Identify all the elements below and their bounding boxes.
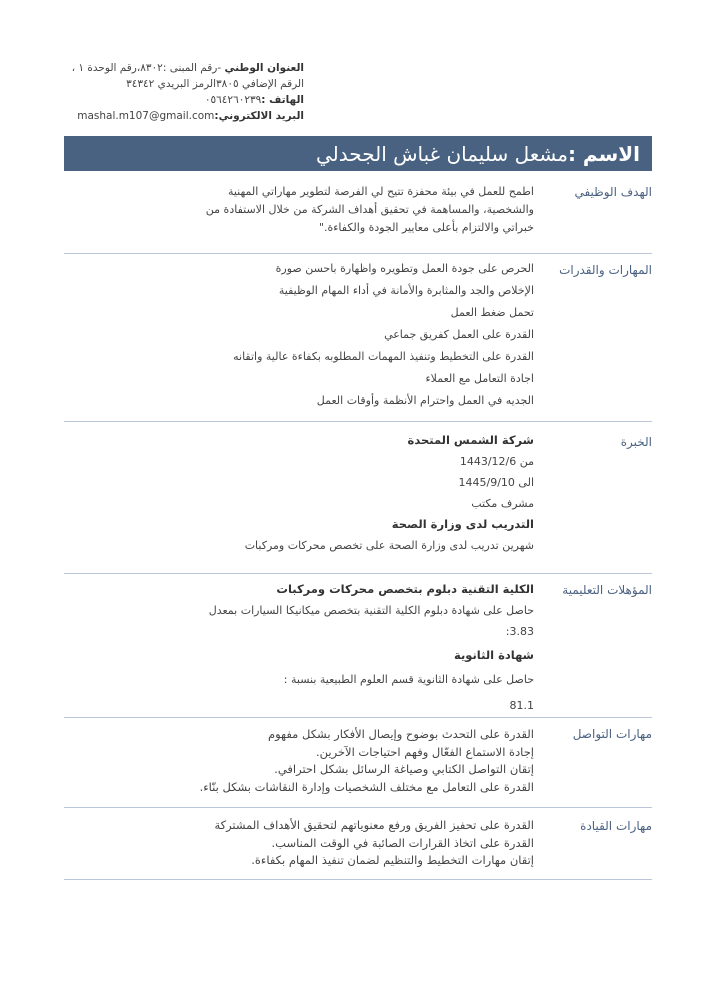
communication-item: إجادة الاستماع الفعّال وفهم احتياجات الآخرين. — [315, 744, 534, 759]
diploma-gpa: 3.83: — [505, 625, 534, 638]
communication-item: القدرة على التعامل مع مختلف الشخصيات وإدارة النقاشات بشكل بنّاء. — [199, 779, 534, 794]
name-value: مشعل سليمان غباش الجحدلي — [316, 141, 568, 166]
experience-to: الى 1445/9/10 — [458, 476, 534, 489]
training-title: التدريب لدى وزارة الصحة — [391, 517, 534, 531]
section-leadership — [64, 807, 652, 880]
section-title-education: المؤهلات التعليمية — [562, 583, 652, 597]
skill-item: الحرص على جودة العمل وتطويره واظهارة باحسن صورة — [275, 262, 534, 275]
section-experience — [64, 421, 652, 574]
leadership-list — [64, 817, 534, 870]
section-objective — [64, 171, 652, 254]
skill-item: الإخلاص والجد والمثابرة والأمانة في أداء المهام الوظيفية — [278, 284, 534, 297]
leadership-item: القدرة على تحفيز الفريق ورفع معنوياتهم لتحقيق الأهداف المشتركة — [214, 818, 534, 832]
address-line1: -رقم المبنى :٨٣٠٢،رقم الوحدة ١ ، — [71, 62, 225, 74]
section-title-experience: الخبرة — [620, 435, 652, 449]
email-value[interactable]: mashal.m107@gmail.com — [77, 110, 215, 122]
skill-item: الجديه في العمل واحترام الأنظمة وأوقات العمل — [316, 394, 534, 407]
school-title: شهادة الثانوية — [453, 648, 534, 662]
section-title-skills: المهارات والقدرات — [559, 263, 652, 277]
experience-body — [64, 430, 534, 556]
address-line2: الرقم الإضافي ٣٨٠٥الرمز البريدي ٣٤٣٤٢ — [126, 78, 304, 90]
education-body — [64, 579, 534, 716]
email-label: البريد الالكتروني: — [214, 110, 304, 122]
section-education — [64, 573, 652, 718]
skill-item: القدرة على العمل كفريق جماعي — [384, 328, 534, 341]
communication-item: إتقان التواصل الكتابي وصياغة الرسائل بشكل احترافي. — [274, 762, 534, 776]
phone-value: ٠٥٦٤٢٦٠٢٣٩ — [204, 94, 262, 106]
school-score: 81.1 — [509, 699, 534, 712]
training-text: شهرين تدريب لدى وزارة الصحة على تخصص محركات ومركبات — [244, 539, 534, 552]
skills-list — [64, 258, 534, 412]
section-title-communication: مهارات التواصل — [572, 727, 652, 741]
email-line — [64, 108, 304, 124]
section-title-objective: الهدف الوظيفي — [574, 185, 652, 199]
objective-text: اطمح للعمل في بيئة محفزة تتيح لي الفرصة لتطوير مهاراتي المهنية والشخصية، والمساهمة في تحقيق أهداف الشركة من خلال الاستفادة من خبراتي والالتزام بأعلى معايير الجودة والكفاءة." — [205, 185, 534, 234]
leadership-item: القدرة على اتخاذ القرارات الصائبة في الوقت المناسب. — [271, 835, 534, 850]
phone-line — [64, 92, 304, 108]
diploma-title: الكلية التقنية دبلوم بتخصص محركات ومركبات — [276, 582, 534, 596]
section-title-leadership: مهارات القيادة — [580, 819, 652, 833]
contact-block — [64, 60, 304, 124]
skill-item: تحمل ضغط العمل — [450, 306, 534, 319]
leadership-item: إتقان مهارات التخطيط والتنظيم لضمان تنفيذ المهام بكفاءة. — [251, 853, 534, 867]
name-banner — [64, 136, 652, 171]
address-label: العنوان الوطني — [224, 62, 304, 74]
skill-item: القدرة على التخطيط وتنفيذ المهمات المطلوبه بكفاءة عالية واتقانه — [233, 350, 534, 363]
skill-item: اجادة التعامل مع العملاء — [425, 372, 534, 385]
school-text: حاصل على شهادة الثانوية قسم العلوم الطبيعية بنسبة : — [283, 673, 534, 686]
section-skills — [64, 253, 652, 422]
experience-role: مشرف مكتب — [471, 497, 534, 510]
experience-company: شركة الشمس المتحدة — [407, 433, 534, 447]
diploma-text: حاصل على شهادة دبلوم الكلية التقنية بتخصص ميكانيكا السيارات بمعدل — [208, 604, 534, 617]
section-communication — [64, 717, 652, 808]
communication-item: القدرة على التحدث بوضوح وإيصال الأفكار بشكل مفهوم — [268, 727, 534, 741]
address-line — [64, 60, 304, 76]
phone-label: الهاتف : — [261, 94, 304, 106]
experience-from: من 1443/12/6 — [459, 455, 534, 468]
name-label: الاسم : — [567, 141, 640, 166]
communication-list — [64, 726, 534, 796]
